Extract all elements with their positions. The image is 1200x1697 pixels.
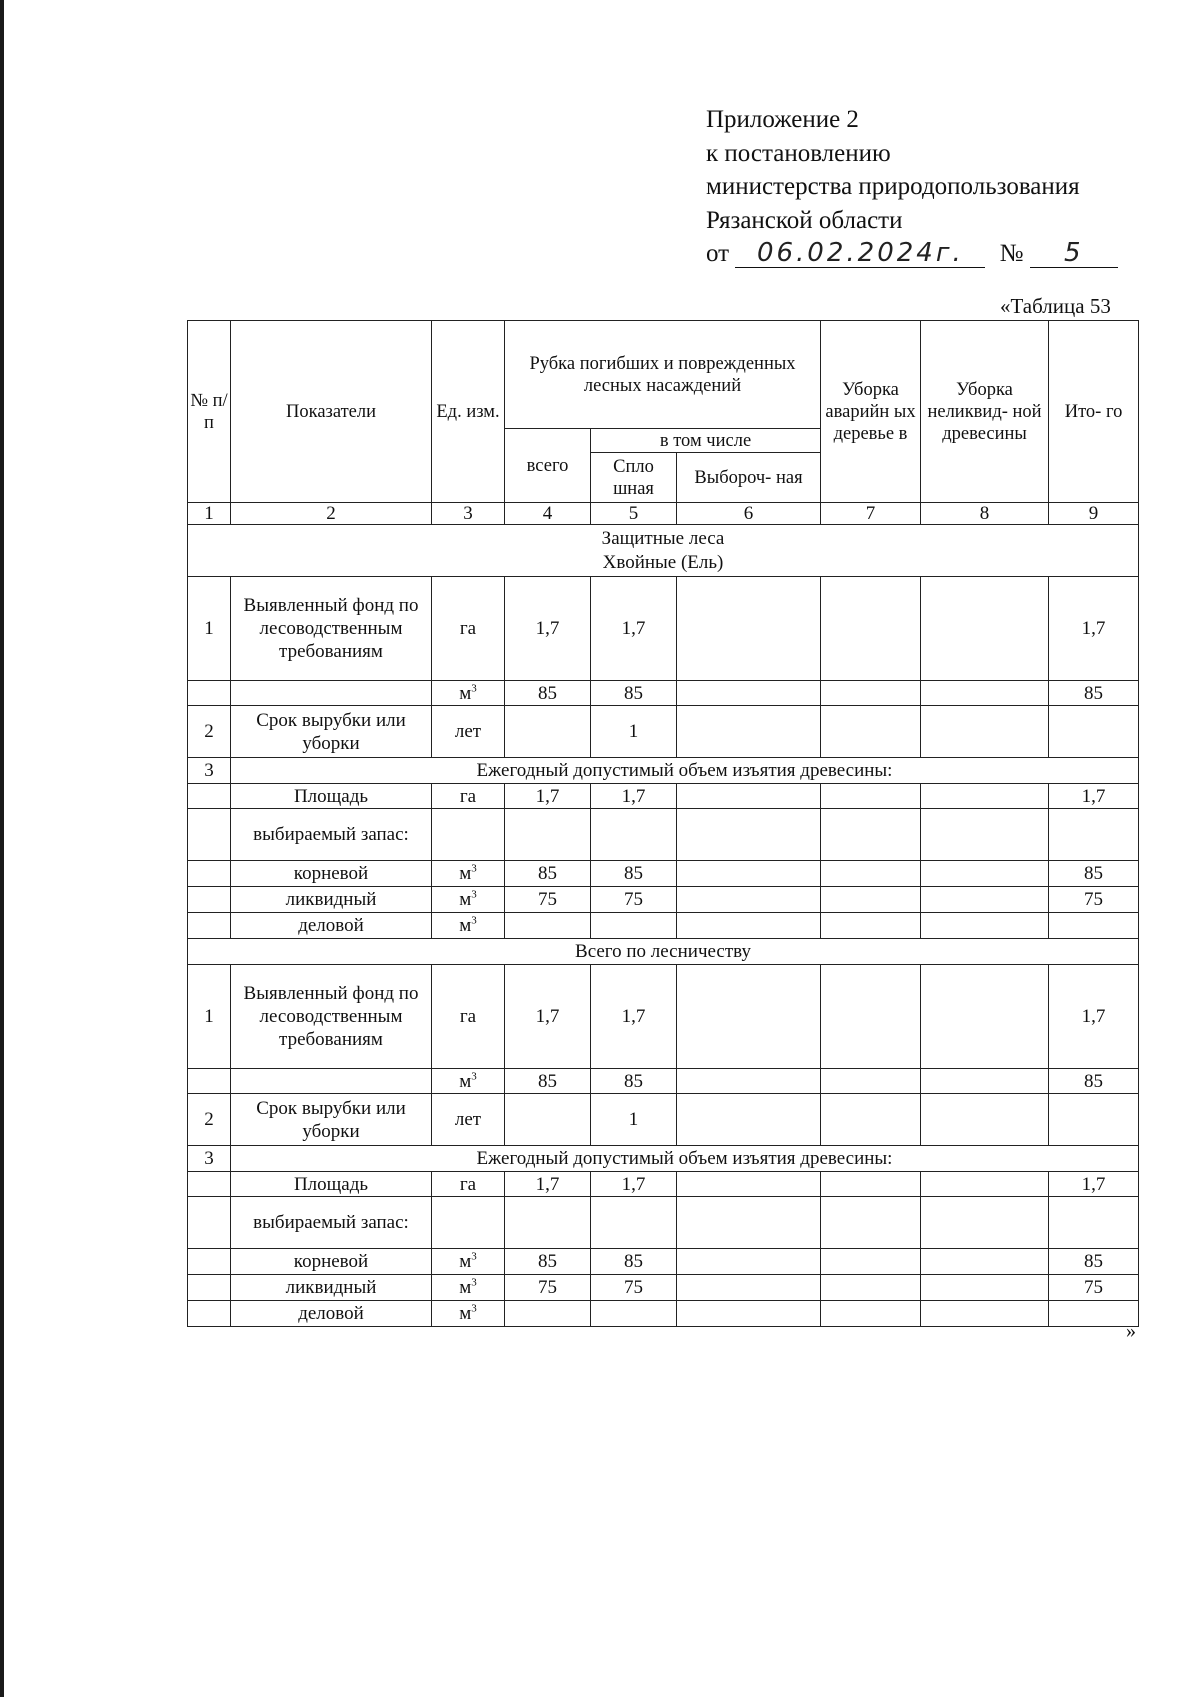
row-num: 3 (188, 758, 231, 784)
empty-cell (432, 1197, 505, 1249)
empty-cell (677, 1069, 821, 1094)
empty-cell (188, 1301, 231, 1327)
date-number-line (706, 237, 1118, 271)
empty-cell (921, 681, 1049, 706)
empty-cell (821, 577, 921, 681)
column-number: 4 (505, 503, 591, 525)
col-header-felling-group: Рубка погибших и поврежденных лесных насаждений (505, 321, 821, 429)
section-subtitle-line: Хвойные (Ель) (602, 551, 724, 573)
handwritten-date: 06.02.2024г. (735, 239, 985, 268)
date-prefix: от (706, 240, 730, 267)
col-header-including: в том числе (591, 429, 821, 453)
empty-cell (1049, 913, 1139, 939)
value-cell: 75 (591, 1275, 677, 1301)
col-header-indicators: Показатели (231, 321, 432, 503)
unit-cell: $м^3$ (432, 861, 505, 887)
unit-cell: $м^3$ (432, 1301, 505, 1327)
empty-cell (188, 1069, 231, 1094)
empty-cell (231, 681, 432, 706)
empty-cell (677, 1301, 821, 1327)
empty-cell (677, 577, 821, 681)
value-cell: 1,7 (591, 784, 677, 809)
value-cell: 1,7 (1049, 965, 1139, 1069)
row-label: ликвидный (231, 1275, 432, 1301)
empty-cell (677, 784, 821, 809)
empty-cell (821, 1172, 921, 1197)
empty-cell (921, 1094, 1049, 1146)
row-label: Площадь (231, 784, 432, 809)
empty-cell (677, 887, 821, 913)
value-cell: 1,7 (591, 965, 677, 1069)
row-label: деловой (231, 913, 432, 939)
appendix-line-ministry: министерства природопользования (706, 173, 1080, 200)
column-number: 8 (921, 503, 1049, 525)
empty-cell (821, 1249, 921, 1275)
value-cell: 1,7 (505, 1172, 591, 1197)
value-cell: 75 (591, 887, 677, 913)
unit-cell: $м^3$ (432, 913, 505, 939)
row-label: деловой (231, 1301, 432, 1327)
empty-cell (188, 681, 231, 706)
value-cell: 1,7 (1049, 1172, 1139, 1197)
empty-cell (591, 913, 677, 939)
empty-cell (505, 809, 591, 861)
empty-cell (677, 706, 821, 758)
value-cell: 85 (1049, 861, 1139, 887)
unit-cell: га (432, 577, 505, 681)
value-cell: 85 (591, 1069, 677, 1094)
table-row (188, 577, 1139, 681)
appendix-line-resolution: к постановлению (706, 139, 891, 167)
value-cell: 85 (591, 681, 677, 706)
row-label: выбираемый запас: (231, 1197, 432, 1249)
row-num: 1 (188, 965, 231, 1069)
table-row (188, 1069, 1139, 1094)
unit-cell: га (432, 965, 505, 1069)
row-label: Срок вырубки или уборки (231, 706, 432, 758)
empty-cell (231, 1069, 432, 1094)
row-label: Площадь (231, 1172, 432, 1197)
row-label: выбираемый запас: (231, 809, 432, 861)
row-label: Срок вырубки или уборки (231, 1094, 432, 1146)
unit-cell: га (432, 784, 505, 809)
row-label: Выявленный фонд по лесоводственным требованиям (231, 577, 432, 681)
empty-cell (821, 784, 921, 809)
value-cell: 1,7 (505, 577, 591, 681)
table-row (188, 784, 1139, 809)
empty-cell (921, 1249, 1049, 1275)
column-number: 5 (591, 503, 677, 525)
value-cell: 75 (505, 887, 591, 913)
empty-cell (821, 681, 921, 706)
table-row (188, 1249, 1139, 1275)
empty-cell (188, 1275, 231, 1301)
table-row (188, 1146, 1139, 1172)
empty-cell (821, 1197, 921, 1249)
empty-cell (921, 1172, 1049, 1197)
row-label: корневой (231, 861, 432, 887)
empty-cell (921, 1301, 1049, 1327)
value-cell: 1,7 (505, 784, 591, 809)
empty-cell (677, 1275, 821, 1301)
empty-cell (677, 809, 821, 861)
empty-cell (821, 1301, 921, 1327)
value-cell: 1,7 (1049, 577, 1139, 681)
empty-cell (591, 1301, 677, 1327)
appendix-title: Приложение 2 (706, 106, 859, 133)
empty-cell (505, 1094, 591, 1146)
column-number: 6 (677, 503, 821, 525)
value-cell: 1,7 (1049, 784, 1139, 809)
row-num: 2 (188, 706, 231, 758)
table-row (188, 681, 1139, 706)
appendix-header (706, 103, 1118, 271)
row-num: 2 (188, 1094, 231, 1146)
handwritten-number: 5 (1030, 239, 1118, 268)
section-title (188, 525, 1139, 577)
value-cell: 1 (591, 1094, 677, 1146)
table-row (188, 706, 1139, 758)
section-title: Всего по лесничеству (188, 939, 1139, 965)
row-label: Ежегодный допустимый объем изъятия древесины: (231, 758, 1139, 784)
row-label: ликвидный (231, 887, 432, 913)
row-num: 1 (188, 577, 231, 681)
empty-cell (677, 861, 821, 887)
table-row (188, 861, 1139, 887)
value-cell: 1,7 (591, 577, 677, 681)
empty-cell (921, 861, 1049, 887)
col-header-num: № п/ п (188, 321, 231, 503)
value-cell: 85 (1049, 681, 1139, 706)
col-header-total: всего (505, 429, 591, 503)
table-row (188, 913, 1139, 939)
row-label: корневой (231, 1249, 432, 1275)
table-row (188, 809, 1139, 861)
empty-cell (821, 965, 921, 1069)
empty-cell (821, 706, 921, 758)
column-numbers-row (188, 503, 1139, 525)
empty-cell (821, 861, 921, 887)
empty-cell (677, 1094, 821, 1146)
unit-cell: $м^3$ (432, 1249, 505, 1275)
empty-cell (821, 809, 921, 861)
value-cell: 85 (505, 861, 591, 887)
unit-cell: $м^3$ (432, 887, 505, 913)
table-row (188, 887, 1139, 913)
value-cell: 75 (505, 1275, 591, 1301)
empty-cell (677, 965, 821, 1069)
empty-cell (1049, 1094, 1139, 1146)
unit-cell: лет (432, 1094, 505, 1146)
section-title-row (188, 939, 1139, 965)
empty-cell (188, 784, 231, 809)
empty-cell (188, 809, 231, 861)
table-row (188, 1301, 1139, 1327)
empty-cell (188, 1249, 231, 1275)
unit-cell: га (432, 1172, 505, 1197)
value-cell: 85 (591, 861, 677, 887)
closing-quote: » (1126, 1320, 1136, 1342)
empty-cell (921, 706, 1049, 758)
empty-cell (1049, 809, 1139, 861)
empty-cell (591, 1197, 677, 1249)
empty-cell (188, 1197, 231, 1249)
empty-cell (1049, 1197, 1139, 1249)
value-cell: 85 (505, 1249, 591, 1275)
unit-cell: лет (432, 706, 505, 758)
empty-cell (821, 887, 921, 913)
row-label: Выявленный фонд по лесоводственным требованиям (231, 965, 432, 1069)
empty-cell (821, 913, 921, 939)
empty-cell (921, 1197, 1049, 1249)
unit-cell: $м^3$ (432, 681, 505, 706)
table-row (188, 965, 1139, 1069)
felling-table (187, 320, 1139, 1327)
empty-cell (188, 1172, 231, 1197)
empty-cell (921, 887, 1049, 913)
empty-cell (921, 577, 1049, 681)
empty-cell (921, 1275, 1049, 1301)
value-cell: 75 (1049, 1275, 1139, 1301)
number-sign: № (999, 240, 1024, 267)
empty-cell (821, 1094, 921, 1146)
empty-cell (1049, 706, 1139, 758)
empty-cell (505, 706, 591, 758)
table-row (188, 758, 1139, 784)
empty-cell (821, 1275, 921, 1301)
section-title-line: Защитные леса (601, 527, 725, 549)
empty-cell (677, 1249, 821, 1275)
col-header-sum: Ито- го (1049, 321, 1139, 503)
column-number: 2 (231, 503, 432, 525)
row-label: Ежегодный допустимый объем изъятия древесины: (231, 1146, 1139, 1172)
col-header-selective: Выбороч- ная (677, 453, 821, 503)
empty-cell (505, 1301, 591, 1327)
table-row (188, 1275, 1139, 1301)
table-row (188, 1172, 1139, 1197)
col-header-emergency: Уборка аварийн ых деревье в (821, 321, 921, 503)
value-cell: 1,7 (505, 965, 591, 1069)
empty-cell (677, 1172, 821, 1197)
value-cell: 85 (591, 1249, 677, 1275)
section-title-row (188, 525, 1139, 577)
appendix-line-region: Рязанской области (706, 206, 903, 234)
value-cell: 75 (1049, 887, 1139, 913)
value-cell: 85 (1049, 1069, 1139, 1094)
col-header-clear: Спло шная (591, 453, 677, 503)
unit-cell: $м^3$ (432, 1275, 505, 1301)
empty-cell (921, 913, 1049, 939)
column-number: 3 (432, 503, 505, 525)
column-number: 9 (1049, 503, 1139, 525)
value-cell: 85 (1049, 1249, 1139, 1275)
column-number: 1 (188, 503, 231, 525)
empty-cell (677, 913, 821, 939)
table-row (188, 1094, 1139, 1146)
value-cell: 1,7 (591, 1172, 677, 1197)
row-num: 3 (188, 1146, 231, 1172)
header-row-1 (188, 321, 1139, 429)
value-cell: 85 (505, 681, 591, 706)
empty-cell (921, 965, 1049, 1069)
empty-cell (921, 809, 1049, 861)
empty-cell (677, 681, 821, 706)
empty-cell (921, 1069, 1049, 1094)
empty-cell (188, 887, 231, 913)
value-cell: 1 (591, 706, 677, 758)
empty-cell (591, 809, 677, 861)
col-header-unit: Ед. изм. (432, 321, 505, 503)
empty-cell (188, 913, 231, 939)
empty-cell (432, 809, 505, 861)
empty-cell (188, 861, 231, 887)
empty-cell (677, 1197, 821, 1249)
empty-cell (921, 784, 1049, 809)
col-header-nonliquid: Уборка неликвид- ной древесины (921, 321, 1049, 503)
table-row (188, 1197, 1139, 1249)
empty-cell (821, 1069, 921, 1094)
value-cell: 85 (505, 1069, 591, 1094)
scan-edge (0, 0, 4, 1697)
empty-cell (505, 1197, 591, 1249)
column-number: 7 (821, 503, 921, 525)
unit-cell: $м^3$ (432, 1069, 505, 1094)
table-title: «Таблица 53 (1000, 294, 1111, 318)
empty-cell (505, 913, 591, 939)
